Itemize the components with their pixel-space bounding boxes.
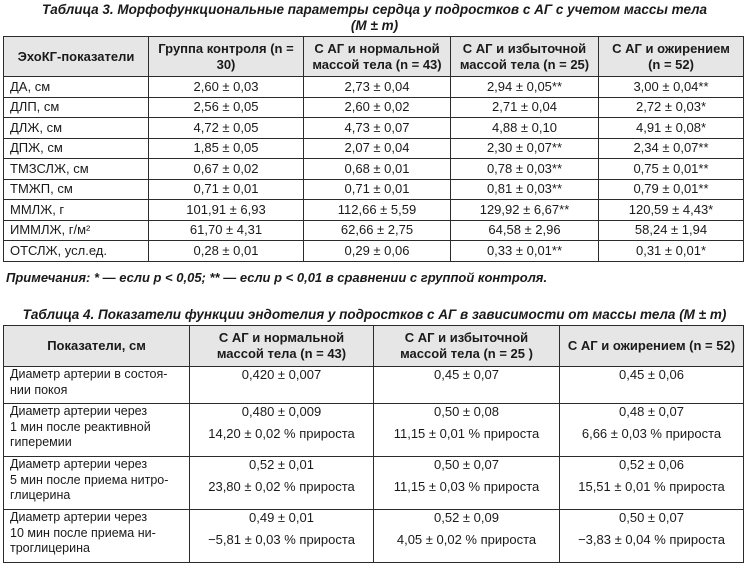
table3-note: Примечания: * — если p < 0,05; ** — если p < 0,01 в сравнении с группой контроля. [6, 270, 548, 285]
table4-caption [0, 307, 749, 323]
table-row [4, 97, 744, 118]
table3-header: С АГ и избыточной массой тела (n = 25) [451, 37, 599, 77]
table3-header: С АГ и ожирением (n = 52) [599, 37, 744, 77]
table4-header: С АГ и избыточной массой тела (n = 25 ) [374, 326, 560, 367]
cell-value [560, 510, 744, 563]
cell-value: 58,24 ± 1,94 [599, 220, 744, 241]
row-label-line: 5 мин после приема нитро- [10, 472, 169, 487]
cell-value [560, 457, 744, 510]
cell-value [374, 510, 560, 563]
cell-value: 120,59 ± 4,43* [599, 200, 744, 221]
cell-value: 112,66 ± 5,59 [304, 200, 451, 221]
cell-value [560, 404, 744, 457]
row-label-line: глицерина [10, 488, 71, 502]
row-label-line: троглицерина [10, 541, 90, 555]
cell-value: 0,45 ± 0,07 [374, 367, 560, 404]
row-label-line: Диаметр артерии в состоя- [10, 367, 168, 381]
table4-title: Таблица 4. Показатели функции эндотелия у подростков с АГ в зависимости от массы тела (M ± m) [22, 307, 727, 322]
cell-value: 61,70 ± 4,31 [149, 220, 304, 241]
growth-value: −3,83 ± 0,04 % прироста [578, 531, 725, 547]
growth-value: 11,15 ± 0,01 % прироста [393, 425, 540, 441]
diameter-value: 0,48 ± 0,07 [619, 404, 684, 419]
table-row [4, 118, 744, 139]
cell-value: 2,56 ± 0,05 [149, 97, 304, 118]
cell-value: 2,73 ± 0,04 [304, 77, 451, 98]
cell-value: 0,79 ± 0,01** [599, 179, 744, 200]
cell-value: 101,91 ± 6,93 [149, 200, 304, 221]
row-label [4, 367, 190, 404]
table4-header: Показатели, см [4, 326, 190, 367]
table-row [4, 159, 744, 180]
cell-value: 2,07 ± 0,04 [304, 138, 451, 159]
diameter-value: 0,52 ± 0,01 [249, 457, 314, 472]
cell-value: 3,00 ± 0,04** [599, 77, 744, 98]
cell-value: 2,71 ± 0,04 [451, 97, 599, 118]
cell-value: 0,31 ± 0,01* [599, 241, 744, 262]
diameter-value: 0,49 ± 0,01 [249, 510, 314, 525]
table-row [4, 77, 744, 98]
cell-value: 4,73 ± 0,07 [304, 118, 451, 139]
row-label: ДЛЖ, см [4, 118, 149, 139]
row-label: ММЛЖ, г [4, 200, 149, 221]
diameter-value: 0,50 ± 0,07 [434, 457, 499, 472]
cell-value [374, 457, 560, 510]
cell-value: 2,60 ± 0,03 [149, 77, 304, 98]
diameter-value: 0,52 ± 0,06 [619, 457, 684, 472]
row-label-line: Диаметр артерии через [10, 457, 148, 471]
growth-value: 15,51 ± 0,01 % прироста [578, 478, 725, 494]
row-label: ТМЗСЛЖ, см [4, 159, 149, 180]
cell-value: 4,88 ± 0,10 [451, 118, 599, 139]
table-row [4, 404, 744, 457]
row-label-line: гиперемии [10, 435, 72, 449]
table3 [3, 36, 744, 262]
table-row [4, 200, 744, 221]
table-row [4, 367, 744, 404]
row-label: ТМЖП, см [4, 179, 149, 200]
cell-value: 0,68 ± 0,01 [304, 159, 451, 180]
cell-value: 2,34 ± 0,07** [599, 138, 744, 159]
growth-value: 14,20 ± 0,02 % прироста [208, 425, 355, 441]
row-label: ДЛП, см [4, 97, 149, 118]
growth-value: −5,81 ± 0,03 % прироста [208, 531, 355, 547]
cell-value: 0,71 ± 0,01 [149, 179, 304, 200]
table-row [4, 457, 744, 510]
row-label-line: Диаметр артерии через [10, 510, 148, 524]
cell-value: 0,28 ± 0,01 [149, 241, 304, 262]
table-row [4, 510, 744, 563]
diameter-value: 0,50 ± 0,07 [619, 510, 684, 525]
cell-value: 129,92 ± 6,67** [451, 200, 599, 221]
table3-header-row [4, 37, 744, 77]
table4-header-row [4, 326, 744, 367]
row-label [4, 404, 190, 457]
table-row [4, 220, 744, 241]
cell-value: 0,420 ± 0,007 [190, 367, 374, 404]
table3-title: Таблица 3. Морфофункциональные параметры сердца у подростков с АГ с учетом массы тела [41, 2, 708, 17]
table3-title-suffix: (M ± m) [350, 18, 399, 33]
cell-value: 0,33 ± 0,01** [451, 241, 599, 262]
table-row [4, 241, 744, 262]
table4-header: С АГ и нормальной массой тела (n = 43) [190, 326, 374, 367]
table4-header: С АГ и ожирением (n = 52) [560, 326, 744, 367]
row-label: ИММЛЖ, г/м² [4, 220, 149, 241]
row-label-line: нии покоя [10, 382, 68, 397]
cell-value: 0,67 ± 0,02 [149, 159, 304, 180]
cell-value: 4,72 ± 0,05 [149, 118, 304, 139]
cell-value [190, 510, 374, 563]
table3-header: Группа контроля (n = 30) [149, 37, 304, 77]
cell-value: 2,94 ± 0,05** [451, 77, 599, 98]
row-label [4, 510, 190, 563]
diameter-value: 0,480 ± 0,009 [241, 404, 322, 419]
cell-value [374, 404, 560, 457]
row-label-line: 1 мин после реактивной [10, 419, 151, 434]
diameter-value: 0,52 ± 0,09 [434, 510, 499, 525]
cell-value: 0,71 ± 0,01 [304, 179, 451, 200]
row-label: ДПЖ, см [4, 138, 149, 159]
cell-value: 0,45 ± 0,06 [560, 367, 744, 404]
row-label: ДА, см [4, 77, 149, 98]
table-row [4, 138, 744, 159]
growth-value: 4,05 ± 0,02 % прироста [396, 531, 537, 547]
row-label: ОТСЛЖ, усл.ед. [4, 241, 149, 262]
cell-value: 2,30 ± 0,07** [451, 138, 599, 159]
row-label [4, 457, 190, 510]
table3-header: ЭхоКГ-показатели [4, 37, 149, 77]
table3-caption [0, 2, 749, 34]
table-row [4, 179, 744, 200]
row-label-line: 10 мин после приема ни- [10, 525, 156, 540]
cell-value: 2,60 ± 0,02 [304, 97, 451, 118]
cell-value: 0,29 ± 0,06 [304, 241, 451, 262]
cell-value: 1,85 ± 0,05 [149, 138, 304, 159]
diameter-value: 0,50 ± 0,08 [434, 404, 499, 419]
cell-value: 64,58 ± 2,96 [451, 220, 599, 241]
growth-value: 6,66 ± 0,03 % прироста [581, 425, 722, 441]
table4 [3, 325, 744, 563]
growth-value: 23,80 ± 0,02 % прироста [208, 478, 355, 494]
cell-value: 0,75 ± 0,01** [599, 159, 744, 180]
cell-value: 62,66 ± 2,75 [304, 220, 451, 241]
cell-value [190, 404, 374, 457]
cell-value: 4,91 ± 0,08* [599, 118, 744, 139]
row-label-line: Диаметр артерии через [10, 404, 148, 418]
cell-value: 0,81 ± 0,03** [451, 179, 599, 200]
cell-value [190, 457, 374, 510]
table3-header: С АГ и нормальной массой тела (n = 43) [304, 37, 451, 77]
growth-value: 11,15 ± 0,03 % прироста [393, 478, 540, 494]
cell-value: 0,78 ± 0,03** [451, 159, 599, 180]
cell-value: 2,72 ± 0,03* [599, 97, 744, 118]
